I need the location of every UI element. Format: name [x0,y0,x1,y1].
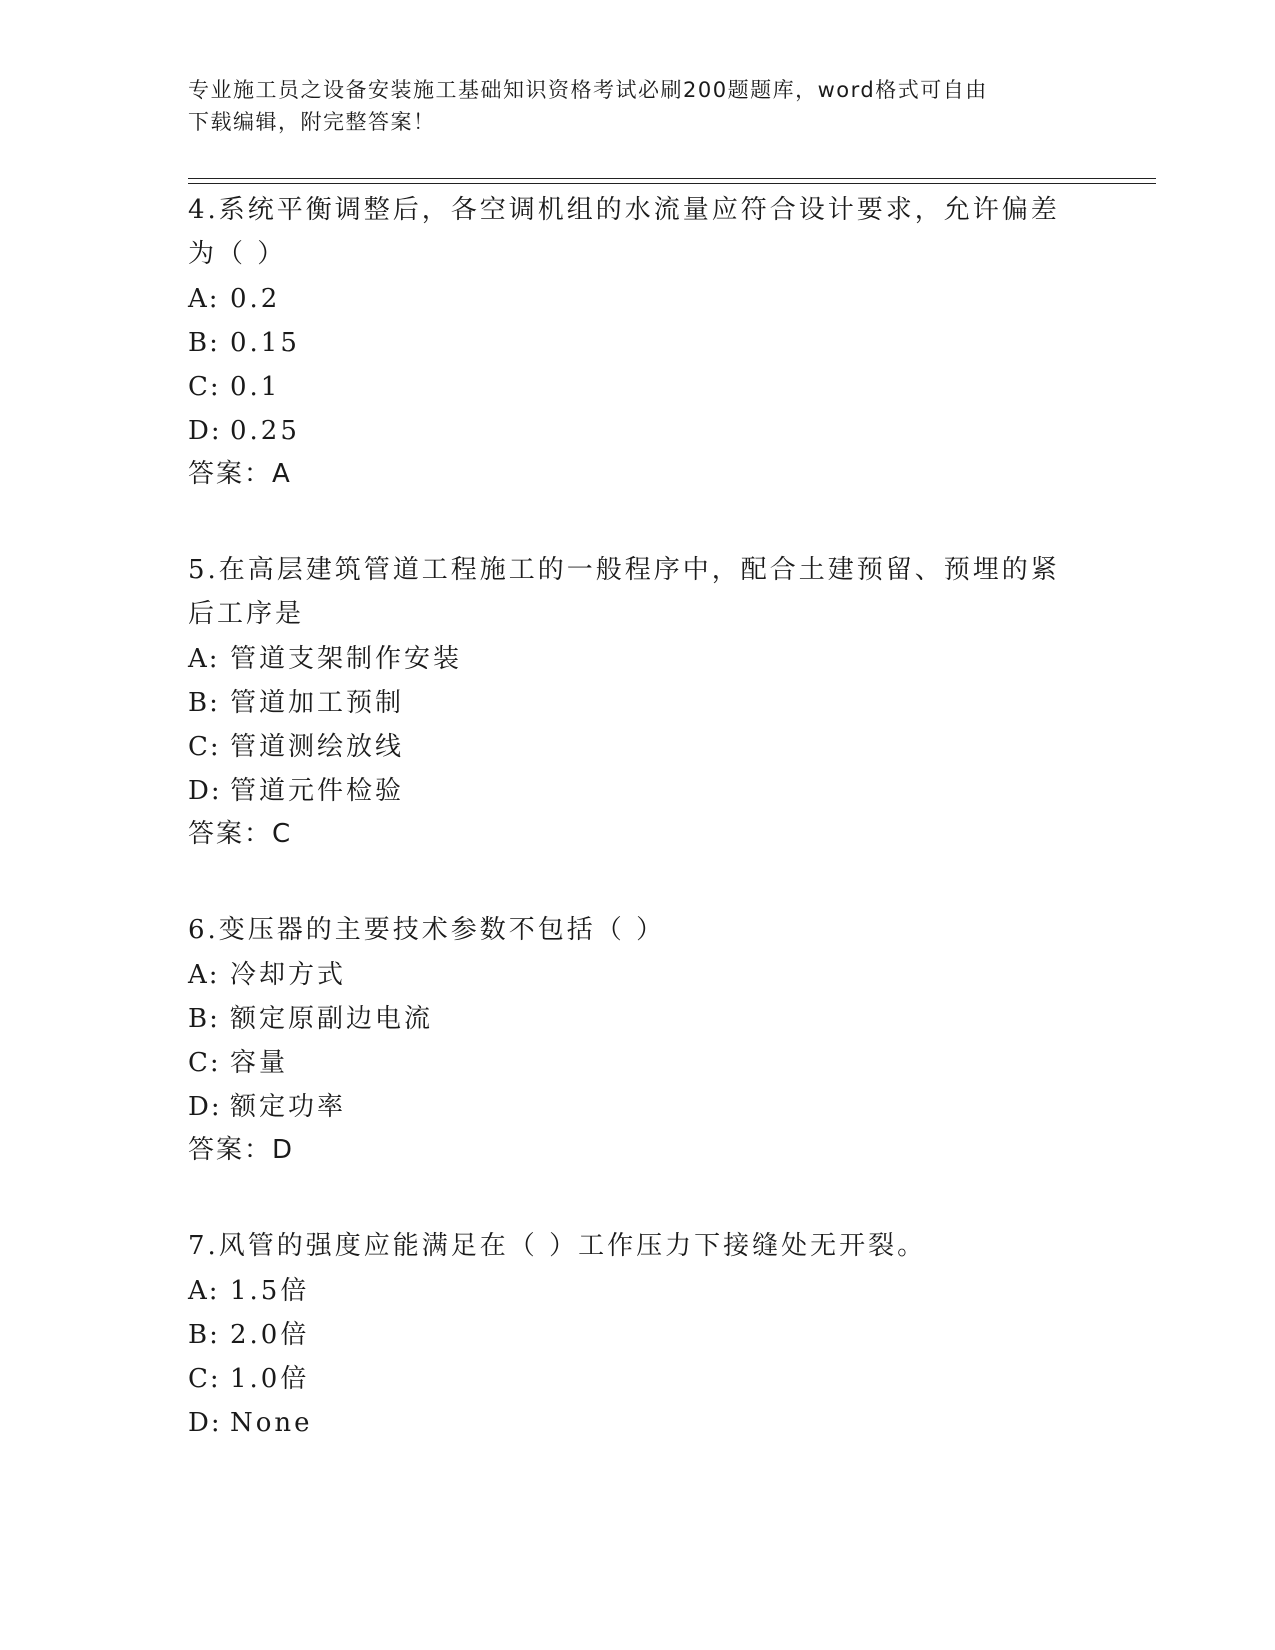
question-7-option-c [188,1364,309,1394]
option-letter: A: [188,1276,220,1306]
question-6-option-b [188,1004,433,1034]
question-5-answer: 答案：C [188,819,293,849]
question-6-option-c [188,1048,288,1078]
option-letter: A: [188,284,220,314]
option-text: 管道支架制作安装 [230,644,463,674]
option-text: 管道加工预制 [230,688,405,718]
question-4-option-b [188,328,300,358]
header-line-1: 专业施工员之设备安装施工基础知识资格考试必刷200题题库，word格式可自由 [188,78,988,102]
question-6-stem-line-1: 6.变压器的主要技术参数不包括（ ） [188,915,666,945]
question-4-option-d [188,416,300,446]
option-text: 0.25 [230,416,300,446]
header-line-2: 下载编辑，附完整答案！ [188,110,436,134]
option-text: 0.1 [230,372,281,402]
option-text: 管道元件检验 [230,776,405,806]
question-4-stem-line-1: 4.系统平衡调整后，各空调机组的水流量应符合设计要求，允许偏差 [188,195,1060,225]
header-divider-bottom [188,183,1156,184]
option-letter: C: [188,1048,221,1078]
question-4-option-c [188,372,280,402]
option-letter: B: [188,688,220,718]
option-text: None [230,1408,313,1438]
option-letter: A: [188,644,220,674]
option-text: 额定原副边电流 [230,1004,434,1034]
question-4-answer: 答案：A [188,459,292,489]
question-7-option-d [188,1408,313,1438]
question-5-stem-line-2: 后工序是 [188,599,305,629]
question-6-answer: 答案：D [188,1135,295,1165]
option-letter: D: [188,1408,222,1438]
option-text: 1.0倍 [230,1364,310,1394]
question-7-option-b [188,1320,309,1350]
question-5-option-d [188,776,404,806]
question-4-option-a [188,284,280,314]
document-header [188,74,1088,138]
option-text: 管道测绘放线 [230,732,405,762]
question-6-option-a [188,960,346,990]
question-7-option-a [188,1276,309,1306]
option-text: 0.15 [230,328,300,358]
question-5-option-c [188,732,404,762]
header-divider-top [188,178,1156,179]
question-5-stem-line-1: 5.在高层建筑管道工程施工的一般程序中，配合土建预留、预埋的紧 [188,555,1060,585]
option-text: 冷却方式 [230,960,347,990]
option-text: 2.0倍 [230,1320,310,1350]
option-letter: B: [188,1320,220,1350]
option-letter: C: [188,732,221,762]
option-text: 0.2 [230,284,281,314]
question-6-option-d [188,1092,346,1122]
option-letter: C: [188,1364,221,1394]
option-text: 额定功率 [230,1092,347,1122]
question-4-stem-line-2: 为（ ） [188,239,287,269]
option-letter: C: [188,372,221,402]
option-letter: D: [188,776,222,806]
option-text: 1.5倍 [230,1276,310,1306]
option-letter: B: [188,1004,220,1034]
option-letter: B: [188,328,220,358]
question-5-option-a [188,644,462,674]
option-letter: D: [188,416,222,446]
question-7-stem-line-1: 7.风管的强度应能满足在（ ）工作压力下接缝处无开裂。 [188,1231,927,1261]
option-letter: D: [188,1092,222,1122]
question-5-option-b [188,688,404,718]
option-letter: A: [188,960,220,990]
option-text: 容量 [230,1048,289,1078]
